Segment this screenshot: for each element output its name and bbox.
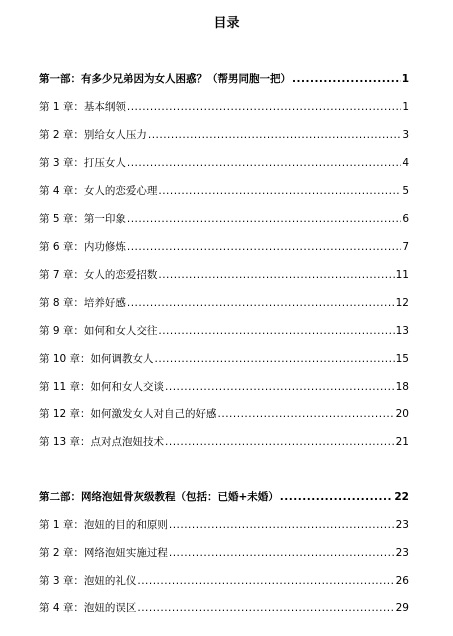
toc-page-number: 11 <box>395 269 409 281</box>
toc-entry-label: 第一部：有多少兄弟因为女人困惑？（帮男同胞一把） <box>39 73 291 85</box>
dot-leader <box>127 156 401 170</box>
toc-page-number: 5 <box>402 185 409 197</box>
toc-page-number: 3 <box>402 129 409 141</box>
toc-entry[interactable] <box>39 156 409 170</box>
toc-entry-label: 第 3 章：打压女人 <box>39 157 126 169</box>
toc-entry[interactable] <box>39 601 409 615</box>
toc-page-number: 29 <box>395 602 409 614</box>
toc-page-number: 1 <box>401 73 409 85</box>
toc-entry-label: 第 10 章：如何调教女人 <box>39 353 154 365</box>
dot-leader <box>127 296 395 310</box>
toc-entry-label: 第 8 章：培养好感 <box>39 297 126 309</box>
toc-page-number: 7 <box>402 241 409 253</box>
toc-title: 目录 <box>213 16 240 31</box>
toc-entry-label: 第 1 章：泡妞的目的和原则 <box>39 519 168 531</box>
toc-entry[interactable] <box>39 407 409 421</box>
toc-part-2[interactable] <box>39 490 409 504</box>
toc-entry[interactable] <box>39 352 409 366</box>
toc-entry-label: 第 11 章：如何和女人交谈 <box>39 381 165 393</box>
dot-leader <box>155 352 395 366</box>
toc-page-number: 4 <box>402 157 409 169</box>
toc-entry[interactable] <box>39 296 409 310</box>
toc-entry-label: 第 3 章：泡妞的礼仪 <box>39 575 137 587</box>
dot-leader <box>165 380 395 394</box>
toc-entry-label: 第 2 章：别给女人压力 <box>39 129 147 141</box>
toc-page-number: 18 <box>395 381 409 393</box>
dot-leader <box>148 128 401 142</box>
toc-entry-label: 第 2 章：网络泡妞实施过程 <box>39 547 168 559</box>
toc-page-number: 21 <box>395 436 409 448</box>
toc-entry-label: 第 13 章：点对点泡妞技术 <box>39 436 165 448</box>
toc-entry[interactable] <box>39 518 409 532</box>
dot-leader <box>169 546 395 560</box>
dot-leader <box>127 100 401 114</box>
toc-entry-label: 第二部：网络泡妞骨灰级教程（包括：已婚+未婚） <box>39 491 279 503</box>
toc-page-number: 23 <box>395 519 409 531</box>
toc-page-number: 23 <box>395 547 409 559</box>
toc-part-1[interactable] <box>39 72 409 86</box>
toc-entry[interactable] <box>39 380 409 394</box>
dot-leader <box>158 324 394 338</box>
dot-leader <box>280 490 394 504</box>
dot-leader <box>158 184 401 198</box>
dot-leader <box>158 268 394 282</box>
toc-entry-label: 第 4 章：女人的恋爱心理 <box>39 185 158 197</box>
dot-leader <box>169 518 395 532</box>
toc-page-number: 6 <box>402 213 409 225</box>
toc-entry[interactable] <box>39 546 409 560</box>
toc-entry[interactable] <box>39 240 409 254</box>
toc-entry-label: 第 4 章：泡妞的误区 <box>39 602 137 614</box>
dot-leader <box>137 601 394 615</box>
dot-leader <box>127 212 401 226</box>
toc-page-number: 12 <box>395 297 409 309</box>
toc-entry-label: 第 9 章：如何和女人交往 <box>39 325 158 337</box>
toc-page-number: 13 <box>395 325 409 337</box>
dot-leader <box>292 72 401 86</box>
toc-entry[interactable] <box>39 435 409 449</box>
toc-entry-label: 第 5 章：第一印象 <box>39 213 126 225</box>
toc-page-number: 15 <box>395 353 409 365</box>
toc-page-number: 20 <box>395 408 409 420</box>
toc-page-number: 1 <box>402 101 409 113</box>
toc-entry[interactable] <box>39 574 409 588</box>
toc-entry-label: 第 1 章：基本纲领 <box>39 101 126 113</box>
dot-leader <box>127 240 401 254</box>
dot-leader <box>137 574 394 588</box>
toc-entry[interactable] <box>39 212 409 226</box>
toc-entry[interactable] <box>39 184 409 198</box>
toc-page-number: 22 <box>394 491 409 503</box>
toc-entry[interactable] <box>39 268 409 282</box>
dot-leader <box>165 435 395 449</box>
toc-entry[interactable] <box>39 100 409 114</box>
toc-entry[interactable] <box>39 128 409 142</box>
toc-page-number: 26 <box>395 575 409 587</box>
toc-entry-label: 第 6 章：内功修炼 <box>39 241 126 253</box>
dot-leader <box>218 407 395 421</box>
toc-entry[interactable] <box>39 324 409 338</box>
toc-entry-label: 第 12 章：如何激发女人对自己的好感 <box>39 408 217 420</box>
toc-entry-label: 第 7 章：女人的恋爱招数 <box>39 269 158 281</box>
